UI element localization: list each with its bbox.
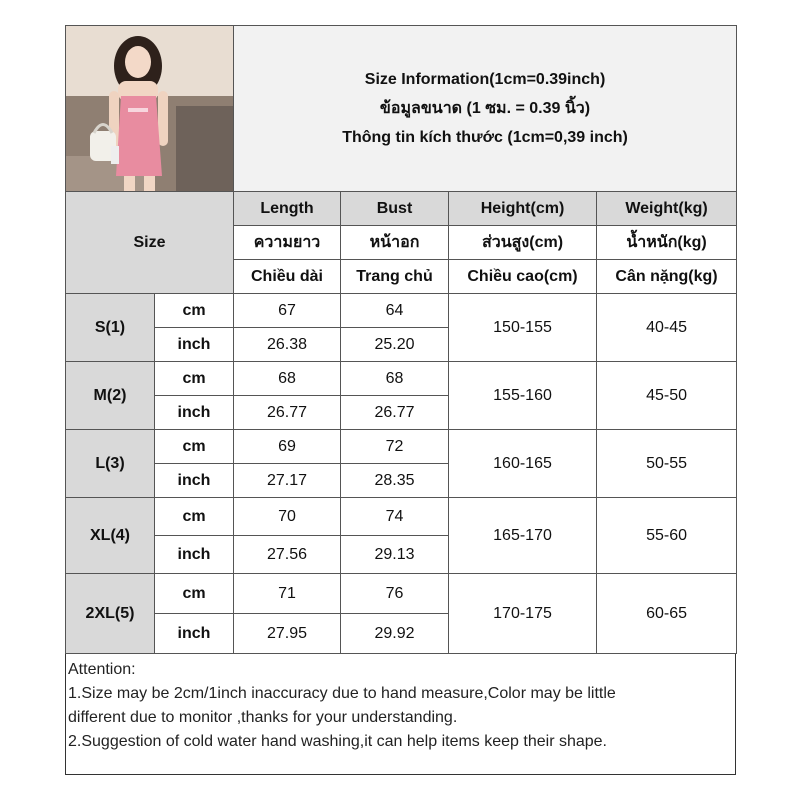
weight-range: 50-55 (597, 430, 737, 498)
bust-inch: 29.13 (341, 536, 449, 574)
length-inch: 27.56 (234, 536, 341, 574)
size-label: XL(4) (66, 498, 155, 574)
unit-cm: cm (155, 362, 234, 396)
unit-inch: inch (155, 328, 234, 362)
length-inch: 27.17 (234, 464, 341, 498)
unit-cm: cm (155, 430, 234, 464)
weight-header-th: น้ำหนัก(kg) (597, 226, 737, 260)
size-chart-table (65, 25, 737, 654)
info-title-vietnamese: Thông tin kích thước (1cm=0,39 inch) (342, 129, 628, 146)
length-cm: 67 (234, 294, 341, 328)
product-photo (66, 26, 234, 191)
bust-cm: 76 (341, 574, 449, 614)
bust-cm: 64 (341, 294, 449, 328)
size-label: 2XL(5) (66, 574, 155, 654)
info-title-thai: ข้อมูลขนาด (1 ซม. = 0.39 นิ้ว) (379, 100, 591, 117)
bust-header-vi: Trang chủ (341, 260, 449, 294)
length-inch: 26.77 (234, 396, 341, 430)
weight-header-en: Weight(kg) (597, 192, 737, 226)
product-photo-cell (66, 26, 234, 192)
unit-inch: inch (155, 464, 234, 498)
height-header-vi: Chiều cao(cm) (449, 260, 597, 294)
length-cm: 68 (234, 362, 341, 396)
attention-notes (68, 658, 728, 754)
size-label: L(3) (66, 430, 155, 498)
unit-cm: cm (155, 498, 234, 536)
unit-inch: inch (155, 536, 234, 574)
attention-title: Attention: (68, 661, 136, 678)
length-cm: 70 (234, 498, 341, 536)
height-range: 150-155 (449, 294, 597, 362)
weight-header-vi: Cân nặng(kg) (597, 260, 737, 294)
size-label: S(1) (66, 294, 155, 362)
bust-inch: 28.35 (341, 464, 449, 498)
unit-cm: cm (155, 294, 234, 328)
length-cm: 69 (234, 430, 341, 464)
weight-range: 60-65 (597, 574, 737, 654)
weight-range: 45-50 (597, 362, 737, 430)
attention-line-2: different due to monitor ,thanks for your understanding. (68, 709, 458, 726)
bust-cm: 72 (341, 430, 449, 464)
height-range: 165-170 (449, 498, 597, 574)
length-inch: 27.95 (234, 614, 341, 654)
bust-cm: 68 (341, 362, 449, 396)
length-cm: 71 (234, 574, 341, 614)
size-information-header (234, 26, 737, 192)
bust-header-th: หน้าอก (341, 226, 449, 260)
length-header-vi: Chiều dài (234, 260, 341, 294)
height-range: 160-165 (449, 430, 597, 498)
bust-header-en: Bust (341, 192, 449, 226)
bust-inch: 25.20 (341, 328, 449, 362)
length-header-th: ความยาว (234, 226, 341, 260)
weight-range: 55-60 (597, 498, 737, 574)
bust-cm: 74 (341, 498, 449, 536)
info-title-english: Size Information(1cm=0.39inch) (364, 71, 606, 88)
bust-inch: 26.77 (341, 396, 449, 430)
size-label: M(2) (66, 362, 155, 430)
height-header-en: Height(cm) (449, 192, 597, 226)
attention-line-3: 2.Suggestion of cold water hand washing,it can help items keep their shape. (68, 733, 607, 750)
height-header-th: ส่วนสูง(cm) (449, 226, 597, 260)
weight-range: 40-45 (597, 294, 737, 362)
length-header-en: Length (234, 192, 341, 226)
length-inch: 26.38 (234, 328, 341, 362)
bust-inch: 29.92 (341, 614, 449, 654)
unit-inch: inch (155, 614, 234, 654)
size-column-header: Size (66, 192, 234, 294)
attention-line-1: 1.Size may be 2cm/1inch inaccuracy due to hand measure,Color may be little (68, 685, 616, 702)
height-range: 170-175 (449, 574, 597, 654)
height-range: 155-160 (449, 362, 597, 430)
unit-cm: cm (155, 574, 234, 614)
unit-inch: inch (155, 396, 234, 430)
